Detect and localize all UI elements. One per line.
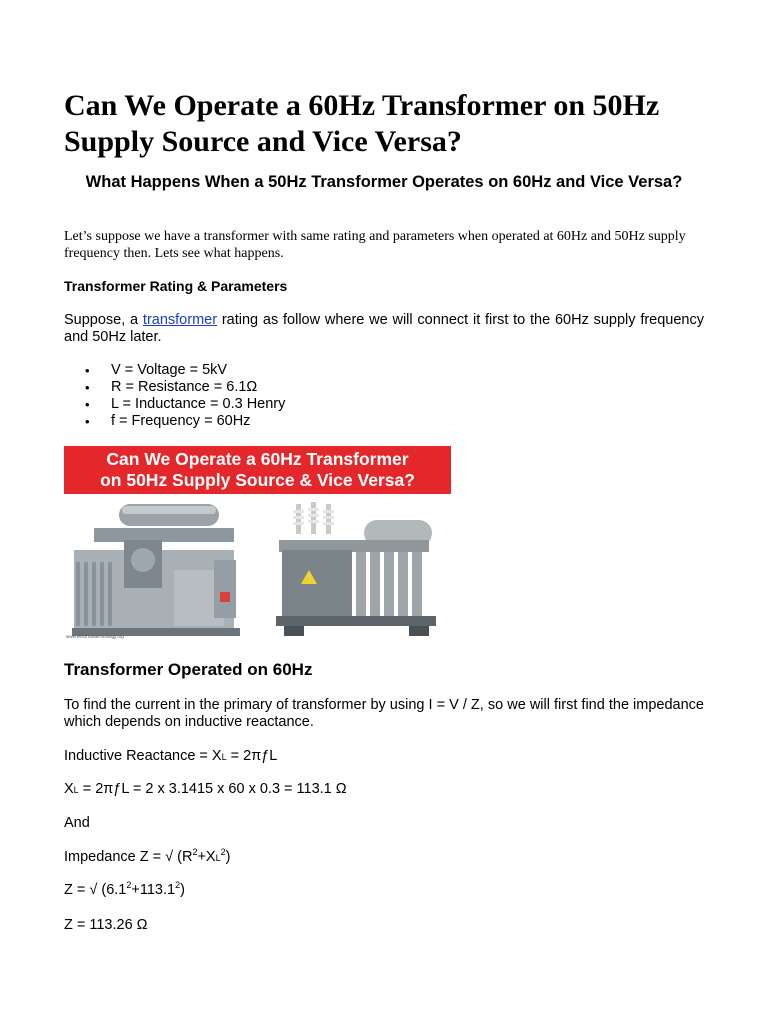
eq3-sup1: 2 — [192, 847, 198, 858]
eq3-prefix: Impedance Z = √ (R — [64, 849, 193, 865]
eq3-suffix: ) — [225, 849, 231, 865]
eq4-sup2: 2 — [175, 880, 181, 891]
suppose-suffix: rating as follow where we will connect it first to the 60Hz supply frequency and 50Hz later. — [64, 312, 704, 345]
transformer-illustration — [64, 500, 451, 642]
eq3-mid: +X — [197, 849, 216, 865]
list-item: • V = Voltage = 5kV — [64, 362, 285, 379]
parameter-list — [64, 362, 285, 430]
photo-credit: www.electricaltechnology.org — [66, 634, 124, 639]
left-transformer-image — [72, 504, 240, 636]
eq4-prefix: Z = √ (6.1 — [64, 882, 127, 898]
equation-inductive-reactance — [64, 748, 277, 766]
intro-paragraph: Let’s suppose we have a transformer with same rating and parameters when operated at 60Hz and 50Hz supply frequency then. Lets see what happens. — [64, 229, 686, 261]
eq1-prefix: Inductive Reactance = X — [64, 748, 222, 764]
banner-line-1: Can We Operate a 60Hz Transformer — [106, 449, 409, 469]
list-item: • R = Resistance = 6.1Ω — [64, 379, 285, 396]
equation-xl-value — [64, 781, 347, 799]
eq3-subscript: L — [215, 853, 221, 863]
section-heading: Transformer Operated on 60Hz — [64, 660, 313, 679]
right-transformer-image — [276, 502, 436, 636]
eq4-mid: +113.1 — [131, 882, 176, 898]
transformer-photo — [64, 500, 451, 642]
rating-heading: Transformer Rating & Parameters — [64, 278, 288, 294]
subtitle: What Happens When a 50Hz Transformer Operates on 60Hz and Vice Versa? — [85, 173, 683, 191]
page-title: Can We Operate a 60Hz Transformer on 50Hz Supply Source and Vice Versa? — [64, 89, 660, 158]
list-item: • L = Inductance = 0.3 Henry — [64, 396, 285, 413]
banner-line-2: on 50Hz Supply Source & Vice Versa? — [100, 470, 415, 490]
eq1-subscript: L — [221, 752, 227, 762]
eq2-prefix: X — [64, 781, 74, 797]
eq2-suffix: = 2πƒL = 2 x 3.1415 x 60 x 0.3 = 113.1 Ω — [78, 781, 347, 797]
equation-z-substituted — [64, 882, 185, 899]
equation-impedance — [64, 849, 230, 867]
suppose-paragraph — [64, 312, 704, 346]
figure-banner — [64, 446, 451, 494]
current-paragraph: To find the current in the primary of transformer by using I = V / Z, so we will first find the impedance which depends on inductive reactance. — [64, 697, 704, 730]
equation-z-result: Z = 113.26 Ω — [64, 917, 148, 933]
list-item: • f = Frequency = 60Hz — [64, 413, 285, 430]
eq4-sup1: 2 — [126, 880, 132, 891]
eq3-sup2: 2 — [220, 847, 226, 858]
and-text: And — [64, 815, 90, 831]
suppose-prefix: Suppose, a — [64, 312, 143, 328]
transformer-link[interactable]: transformer — [142, 312, 218, 328]
eq1-suffix: = 2πƒL — [226, 748, 278, 764]
eq2-subscript: L — [73, 785, 79, 795]
eq4-suffix: ) — [180, 882, 185, 898]
